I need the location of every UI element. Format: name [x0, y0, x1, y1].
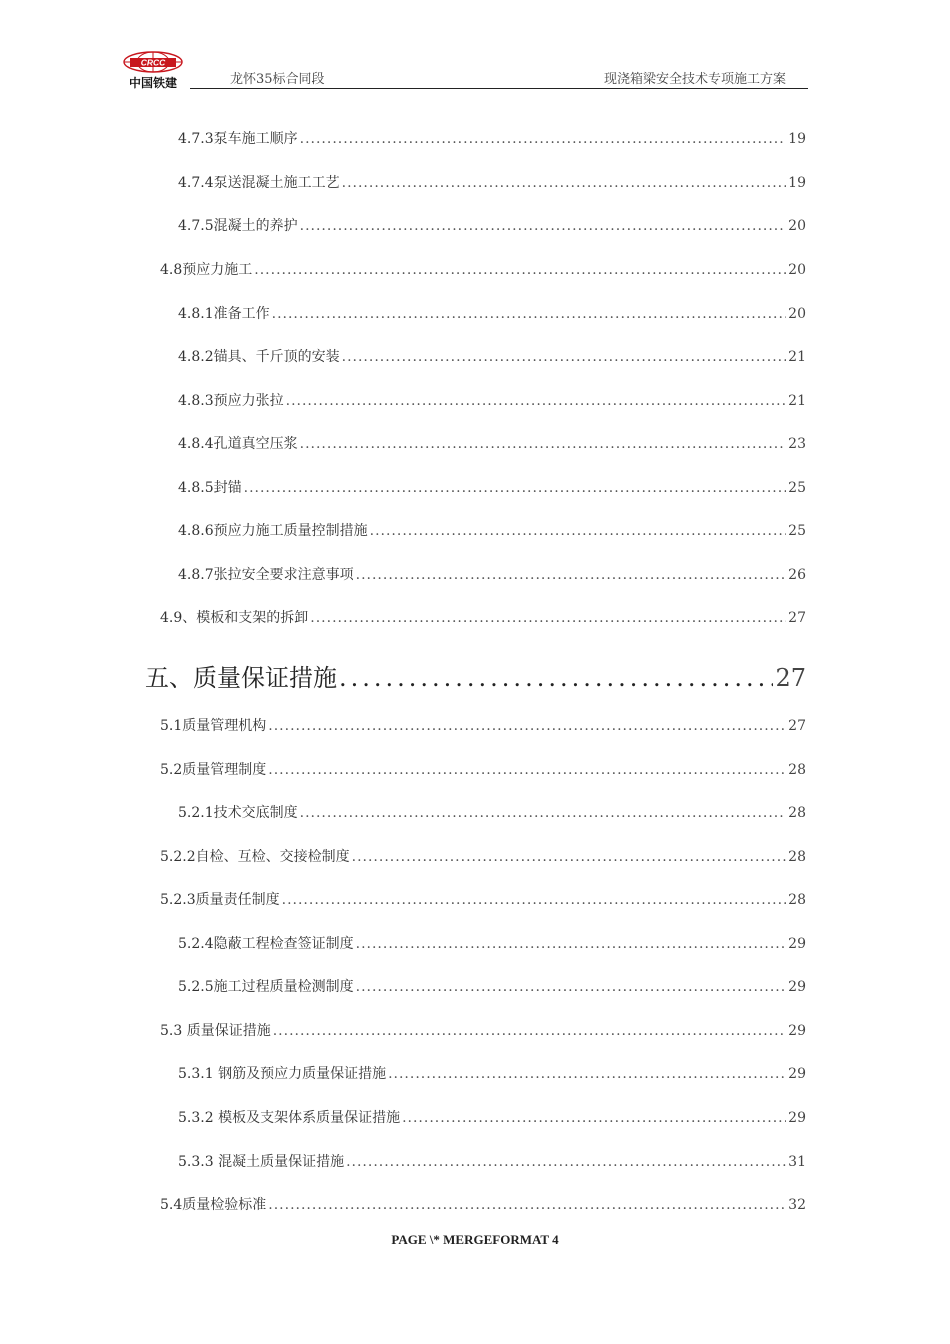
toc-entry-page: 19 — [788, 175, 806, 191]
header-document-title: 现浇箱梁安全技术专项施工方案 — [603, 72, 786, 87]
toc-entry[interactable] — [178, 1107, 806, 1127]
toc-chapter-entry[interactable] — [145, 658, 806, 693]
toc-leader-dots — [352, 849, 787, 865]
toc-entry-text: 4.8.7张拉安全要求注意事项 — [178, 567, 354, 583]
toc-entry-text: 4.7.4泵送混凝土施工工艺 — [178, 175, 340, 191]
toc-entry-text: 4.7.3泵车施工顺序 — [178, 131, 298, 147]
toc-entry-text: 4.8.4孔道真空压浆 — [178, 436, 298, 452]
crcc-logo — [118, 50, 188, 90]
toc-entry[interactable] — [178, 215, 806, 235]
toc-entry[interactable] — [160, 759, 806, 779]
toc-entry[interactable] — [178, 1063, 806, 1083]
toc-entry-text: 5.2.1技术交底制度 — [178, 805, 298, 821]
toc-entry[interactable] — [160, 1020, 806, 1040]
toc-entry-text: 5.2.2自检、互检、交接检制度 — [160, 849, 350, 865]
toc-leader-dots — [254, 262, 786, 278]
toc-leader-dots — [402, 1110, 786, 1126]
toc-entry[interactable] — [178, 128, 806, 148]
toc-entry-text: 5.3.2 模板及支架体系质量保证措施 — [178, 1110, 401, 1126]
toc-entry-page: 27 — [788, 610, 806, 626]
toc-entry-page: 29 — [788, 979, 806, 995]
toc-entry[interactable] — [178, 390, 806, 410]
toc-leader-dots — [310, 610, 786, 626]
toc-entry-page: 26 — [788, 567, 806, 583]
toc-entry-page: 19 — [788, 131, 806, 147]
toc-leader-dots — [356, 567, 787, 583]
toc-entry-text: 4.8.1准备工作 — [178, 306, 270, 322]
toc-entry-text: 5.1质量管理机构 — [160, 718, 267, 734]
toc-leader-dots — [356, 936, 787, 952]
toc-leader-dots — [300, 131, 787, 147]
toc-leader-dots — [346, 1154, 786, 1170]
toc-entry-page: 28 — [788, 762, 806, 778]
toc-leader-dots — [339, 664, 773, 692]
toc-leader-dots — [370, 523, 787, 539]
toc-entry-page: 28 — [788, 805, 806, 821]
toc-entry-page: 28 — [788, 849, 806, 865]
toc-leader-dots — [342, 349, 787, 365]
toc-entry[interactable] — [178, 1151, 806, 1171]
toc-entry-page: 28 — [788, 892, 806, 908]
toc-entry[interactable] — [178, 433, 806, 453]
page-footer: PAGE \* MERGEFORMAT 4 — [391, 1232, 559, 1247]
toc-entry[interactable] — [178, 520, 806, 540]
toc-leader-dots — [356, 979, 787, 995]
toc-leader-dots — [282, 892, 787, 908]
toc-entry[interactable] — [160, 715, 806, 735]
toc-entry-text: 4.9、模板和支架的拆卸 — [160, 610, 309, 626]
toc-entry[interactable] — [178, 172, 806, 192]
toc-entry[interactable] — [178, 303, 806, 323]
toc-entry-page: 27 — [788, 718, 806, 734]
toc-entry[interactable] — [178, 976, 806, 996]
toc-entry-page: 29 — [788, 1066, 806, 1082]
toc-entry-page: 23 — [788, 436, 806, 452]
toc-entry-page: 25 — [788, 523, 806, 539]
toc-entry-text: 5.3 质量保证措施 — [160, 1023, 271, 1039]
toc-entry-page: 32 — [788, 1197, 806, 1213]
toc-leader-dots — [342, 175, 787, 191]
toc-entry[interactable] — [178, 346, 806, 366]
toc-entry-page: 21 — [788, 393, 806, 409]
header-project-name: 龙怀35标合同段 — [230, 72, 325, 87]
toc-entry-page: 29 — [788, 936, 806, 952]
toc-entry-text: 5.2.5施工过程质量检测制度 — [178, 979, 354, 995]
toc-entry-page: 20 — [788, 218, 806, 234]
toc-entry-page: 21 — [788, 349, 806, 365]
toc-entry-text: 5.4质量检验标准 — [160, 1197, 267, 1213]
svg-text:中国铁建: 中国铁建 — [128, 76, 178, 90]
toc-leader-dots — [300, 436, 787, 452]
toc-entry-page: 20 — [788, 306, 806, 322]
toc-leader-dots — [268, 762, 786, 778]
toc-leader-dots — [300, 805, 787, 821]
toc-leader-dots — [268, 718, 786, 734]
toc-entry-page: 29 — [788, 1023, 806, 1039]
toc-entry-text: 五、质量保证措施 — [145, 664, 337, 692]
toc-entry[interactable] — [160, 1194, 806, 1214]
toc-entry-text: 4.8.3预应力张拉 — [178, 393, 284, 409]
toc-leader-dots — [268, 1197, 786, 1213]
toc-entry-text: 4.7.5混凝土的养护 — [178, 218, 298, 234]
toc-entry-page: 20 — [788, 262, 806, 278]
toc-entry-text: 5.2.4隐蔽工程检查签证制度 — [178, 936, 354, 952]
toc-entry[interactable] — [160, 259, 806, 279]
toc-entry-page: 27 — [775, 664, 806, 692]
toc-entry[interactable] — [178, 477, 806, 497]
toc-entry-text: 5.2.3质量责任制度 — [160, 892, 280, 908]
toc-entry[interactable] — [160, 889, 806, 909]
toc-entry[interactable] — [160, 607, 806, 627]
toc-entry-text: 5.2质量管理制度 — [160, 762, 267, 778]
toc-entry-text: 4.8.5封锚 — [178, 480, 242, 496]
toc-leader-dots — [286, 393, 787, 409]
toc-entry-page: 31 — [788, 1154, 806, 1170]
toc-leader-dots — [388, 1066, 786, 1082]
page-header — [118, 50, 808, 90]
svg-text:CRCC: CRCC — [140, 57, 166, 68]
toc-entry[interactable] — [178, 564, 806, 584]
toc-entry-text: 4.8.6预应力施工质量控制措施 — [178, 523, 368, 539]
toc-entry[interactable] — [178, 802, 806, 822]
toc-entry-text: 5.3.1 钢筋及预应力质量保证措施 — [178, 1066, 387, 1082]
toc-entry-page: 25 — [788, 480, 806, 496]
toc-entry-page: 29 — [788, 1110, 806, 1126]
toc-leader-dots — [244, 480, 787, 496]
toc-entry[interactable] — [178, 933, 806, 953]
toc-leader-dots — [272, 306, 787, 322]
header-rule — [190, 88, 808, 89]
toc-entry-text: 5.3.3 混凝土质量保证措施 — [178, 1154, 345, 1170]
toc-leader-dots — [273, 1023, 786, 1039]
toc-entry[interactable] — [160, 846, 806, 866]
toc-entry-text: 4.8预应力施工 — [160, 262, 253, 278]
toc-leader-dots — [300, 218, 787, 234]
toc-entry-text: 4.8.2锚具、千斤顶的安装 — [178, 349, 340, 365]
